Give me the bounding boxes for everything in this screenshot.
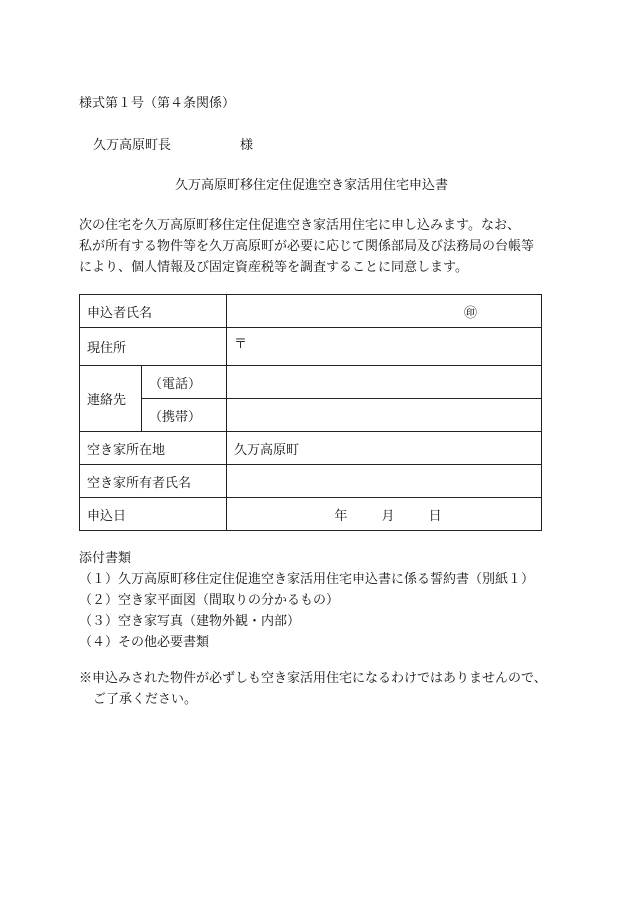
vacant-house-location-label: 空き家所在地 <box>80 432 227 465</box>
attachment-item: （４）その他必要書類 <box>79 635 210 650</box>
addressee-honorific: 様 <box>240 138 254 153</box>
current-address-field[interactable] <box>227 328 542 366</box>
intro-line: 次の住宅を久万高原町移住定住促進空き家活用住宅に申し込みます。なお、 <box>79 218 520 233</box>
intro-line: により、個人情報及び固定資産税等を調査することに同意します。 <box>79 260 468 275</box>
vacant-house-owner-field[interactable] <box>227 465 542 498</box>
postal-mark: 〒 <box>234 337 248 352</box>
mobile-label: （携帯） <box>142 399 227 432</box>
current-address-label: 現住所 <box>80 328 227 366</box>
application-date-field[interactable] <box>227 498 542 531</box>
vacant-house-owner-label: 空き家所有者氏名 <box>80 465 227 498</box>
contact-label: 連絡先 <box>80 366 142 432</box>
intro-line: 私が所有する物件等を久万高原町が必要に応じて関係部局及び法務局の台帳等 <box>79 239 535 254</box>
applicant-name-field[interactable] <box>227 295 542 328</box>
attachment-item: （２）空き家平面図（間取りの分かるもの） <box>79 593 340 608</box>
phone-label: （電話） <box>142 366 227 399</box>
mobile-field[interactable] <box>227 399 542 432</box>
contact-phone-row <box>80 366 542 399</box>
note-line: ご了承ください。 <box>93 692 198 707</box>
current-address-row <box>80 328 542 366</box>
contact-mobile-row <box>80 399 542 432</box>
addressee-name: 久万高原町長 <box>93 138 172 153</box>
application-date-row <box>80 498 542 531</box>
applicant-name-row <box>80 295 542 328</box>
date-year-label: 年 <box>334 508 348 524</box>
attachment-item: （１）久万高原町移住定住促進空き家活用住宅申込書に係る誓約書（別紙１） <box>79 572 535 587</box>
attachment-item: （３）空き家写真（建物外観・内部） <box>79 614 301 629</box>
vacant-house-owner-row <box>80 465 542 498</box>
note-line: ※申込みされた物件が必ずしも空き家活用住宅になるわけではありませんので、 <box>79 671 547 686</box>
phone-field[interactable] <box>227 366 542 399</box>
attachments-title: 添付書類 <box>79 551 132 566</box>
vacant-house-location-row <box>80 432 542 465</box>
seal-mark: ㊞ <box>464 305 478 321</box>
form-number: 様式第１号（第４条関係） <box>79 96 236 111</box>
date-month-label: 月 <box>381 508 395 524</box>
application-date-label: 申込日 <box>80 498 227 531</box>
document-title: 久万高原町移住定住促進空き家活用住宅申込書 <box>175 178 449 193</box>
vacant-house-location-field[interactable]: 久万高原町 <box>227 432 542 465</box>
application-form-table <box>79 294 542 531</box>
applicant-name-label: 申込者氏名 <box>80 295 227 328</box>
date-day-label: 日 <box>428 508 442 524</box>
